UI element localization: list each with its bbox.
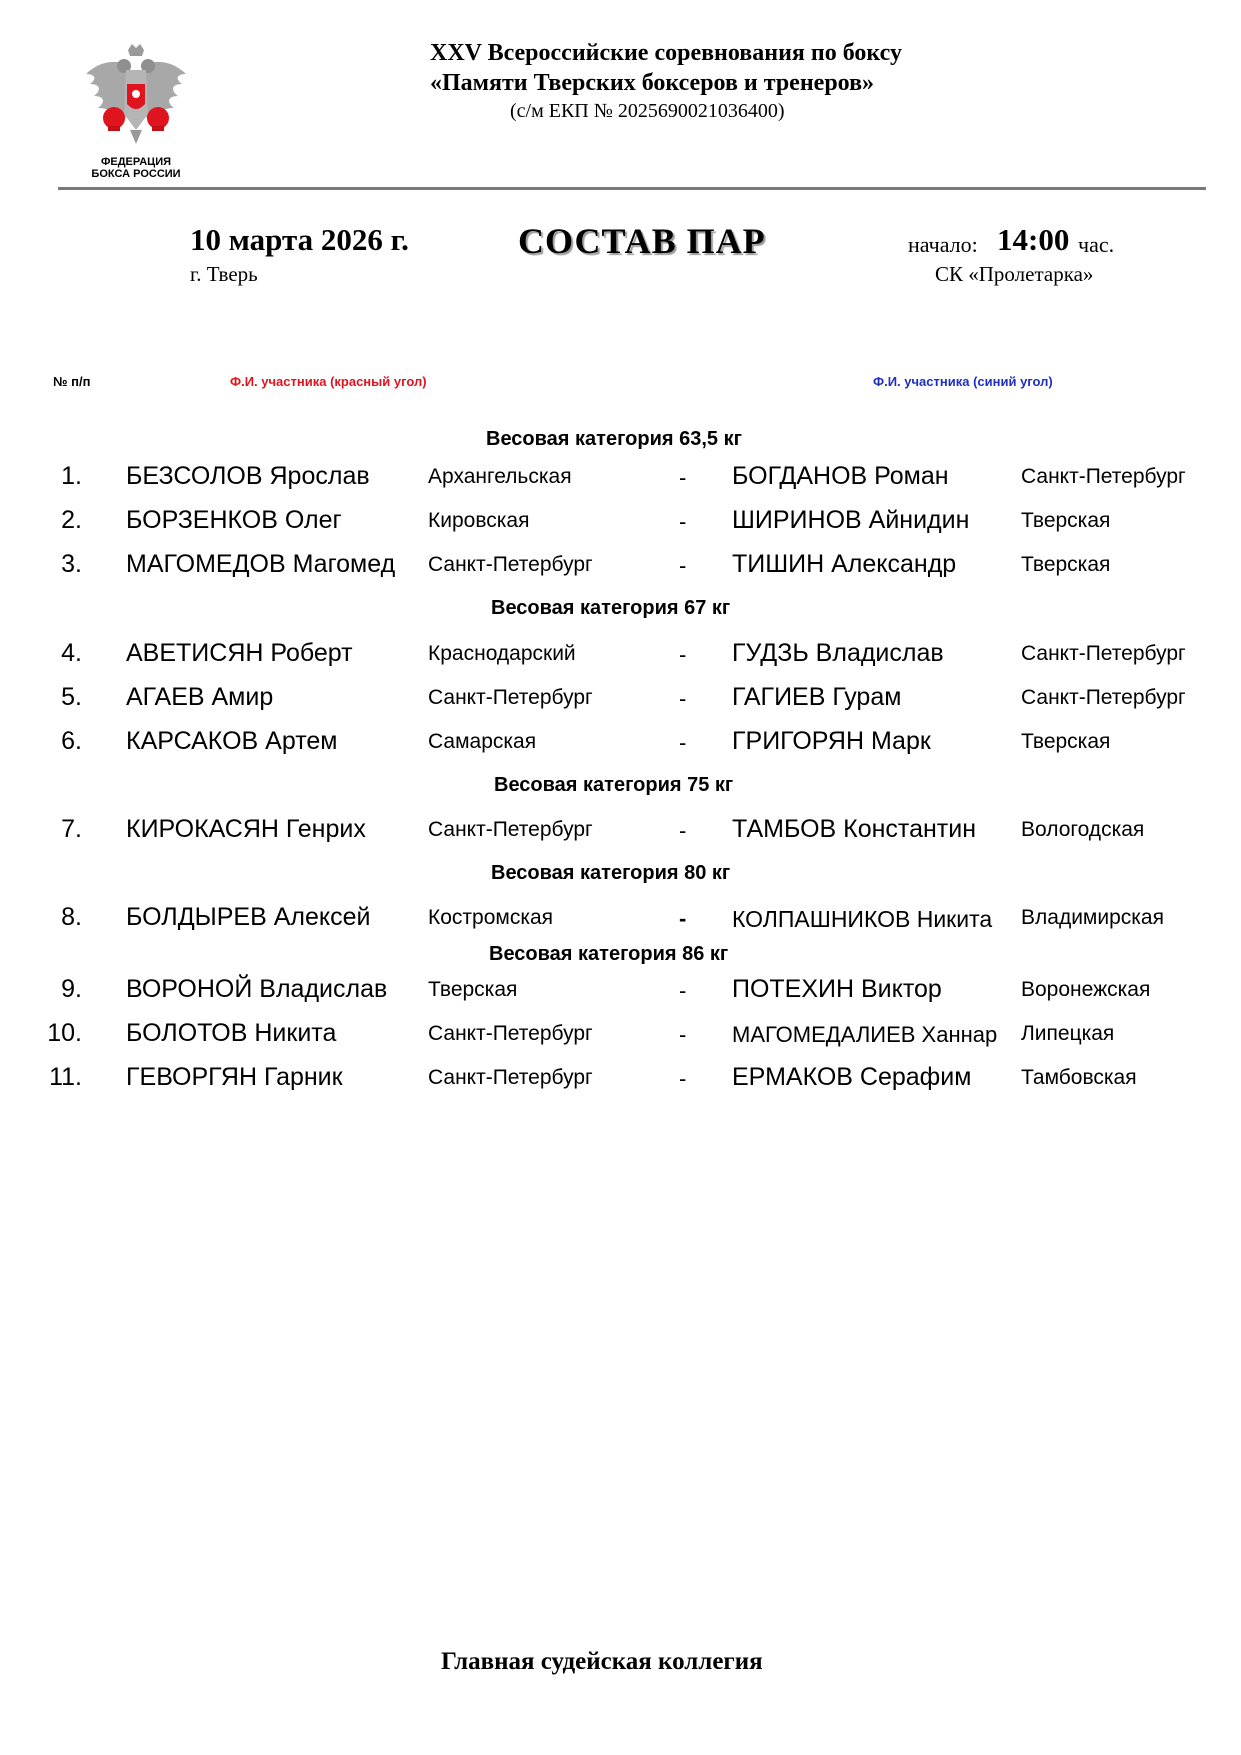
red-corner-region: Тверская [428,978,518,1001]
header-divider [58,187,1206,190]
bout-number: 10. [47,1019,82,1047]
blue-corner-region: Владимирская [1021,906,1164,929]
bout-separator: - [679,1022,687,1047]
weight-category-heading: Весовая категория 80 кг [491,862,731,884]
bout-number: 9. [61,975,82,1003]
red-corner-name: МАГОМЕДОВ Магомед [126,550,396,578]
start-time: 14:00 [997,222,1070,257]
blue-corner-name: ЕРМАКОВ Серафим [732,1063,972,1091]
blue-corner-name: ГАГИЕВ Гурам [732,683,902,711]
column-header-blue-corner: Ф.И. участника (синий угол) [873,374,1053,389]
weight-category-heading: Весовая категория 63,5 кг [486,428,742,450]
ekp-number: (с/м ЕКП № 2025690021036400) [510,100,785,122]
blue-corner-region: Тверская [1021,730,1111,753]
bout-number: 5. [61,683,82,711]
bout-separator: - [679,509,687,534]
bout-separator: - [679,686,687,711]
blue-corner-region: Тверская [1021,509,1111,532]
column-header-red-corner: Ф.И. участника (красный угол) [230,374,427,389]
bout-number: 3. [61,550,82,578]
bout-number: 7. [61,815,82,843]
bout-number: 8. [61,903,82,931]
weight-category-heading: Весовая категория 67 кг [491,597,731,619]
red-corner-name: БОРЗЕНКОВ Олег [126,506,342,534]
red-corner-region: Санкт-Петербург [428,553,593,576]
bout-number: 2. [61,506,82,534]
blue-corner-name: ПОТЕХИН Виктор [732,975,942,1003]
red-corner-name: БОЛОТОВ Никита [126,1019,337,1047]
blue-corner-region: Липецкая [1021,1022,1115,1045]
red-corner-name: ВОРОНОЙ Владислав [126,975,388,1003]
federation-name-line2: БОКСА РОССИИ [91,168,181,180]
competition-title-line2: «Памяти Тверских боксеров и тренеров» [430,70,875,96]
bout-number: 11. [49,1063,82,1091]
blue-corner-name: ШИРИНОВ Айнидин [732,506,970,534]
event-date: 10 марта 2026 г. [190,222,409,257]
bout-separator: - [679,818,687,843]
blue-corner-name: БОГДАНОВ Роман [732,462,949,490]
bout-number: 6. [61,727,82,755]
federation-name-line1: ФЕДЕРАЦИЯ [100,156,172,168]
blue-corner-name: ТИШИН Александр [732,550,957,578]
bout-separator: - [679,906,687,931]
blue-corner-region: Тамбовская [1021,1066,1137,1089]
bout-separator: - [679,978,687,1003]
bout-number: 4. [61,639,82,667]
red-corner-name: КАРСАКОВ Артем [126,727,338,755]
blue-corner-name: МАГОМЕДАЛИЕВ Ханнар [732,1022,998,1047]
page-title: СОСТАВ ПАР [518,221,766,261]
bout-separator: - [679,465,687,490]
blue-corner-region: Воронежская [1021,978,1151,1001]
venue: СК «Пролетарка» [935,262,1094,286]
blue-corner-region: Санкт-Петербург [1021,686,1186,709]
bout-separator: - [679,642,687,667]
weight-category-heading: Весовая категория 75 кг [494,774,734,796]
blue-corner-region: Вологодская [1021,818,1145,841]
red-corner-region: Санкт-Петербург [428,1022,593,1045]
bout-separator: - [679,553,687,578]
eagle-emblem-icon [80,44,192,160]
federation-logo [80,44,192,184]
red-corner-region: Архангельская [428,465,572,488]
red-corner-region: Краснодарский [428,642,576,665]
competition-title-line1: XXV Всероссийские соревнования по боксу [430,40,902,66]
chief-judges-panel: Главная судейская коллегия [441,1648,763,1675]
red-corner-region: Самарская [428,730,537,753]
event-city: г. Тверь [190,262,258,286]
red-corner-name: АГАЕВ Амир [126,683,274,711]
red-corner-name: ГЕВОРГЯН Гарник [126,1063,343,1091]
red-corner-name: БОЛДЫРЕВ Алексей [126,903,371,931]
blue-corner-region: Тверская [1021,553,1111,576]
bout-number: 1. [61,462,82,490]
blue-corner-region: Санкт-Петербург [1021,642,1186,665]
blue-corner-name: ТАМБОВ Константин [732,815,977,843]
red-corner-name: БЕЗСОЛОВ Ярослав [126,462,370,490]
red-corner-region: Санкт-Петербург [428,1066,593,1089]
blue-corner-region: Санкт-Петербург [1021,465,1186,488]
bout-separator: - [679,730,687,755]
red-corner-region: Костромская [428,906,554,929]
blue-corner-name: ГУДЗЬ Владислав [732,639,944,667]
blue-corner-name: КОЛПАШНИКОВ Никита [732,906,993,932]
red-corner-name: КИРОКАСЯН Генрих [126,815,366,843]
start-unit: час. [1078,232,1115,257]
bout-separator: - [679,1066,687,1091]
red-corner-name: АВЕТИСЯН Роберт [126,639,353,667]
weight-category-heading: Весовая категория 86 кг [489,943,729,965]
start-label: начало: [908,232,978,257]
blue-corner-name: ГРИГОРЯН Марк [732,727,931,755]
column-header-number: № п/п [53,374,91,389]
red-corner-region: Санкт-Петербург [428,686,593,709]
red-corner-region: Санкт-Петербург [428,818,593,841]
red-corner-region: Кировская [428,509,530,532]
